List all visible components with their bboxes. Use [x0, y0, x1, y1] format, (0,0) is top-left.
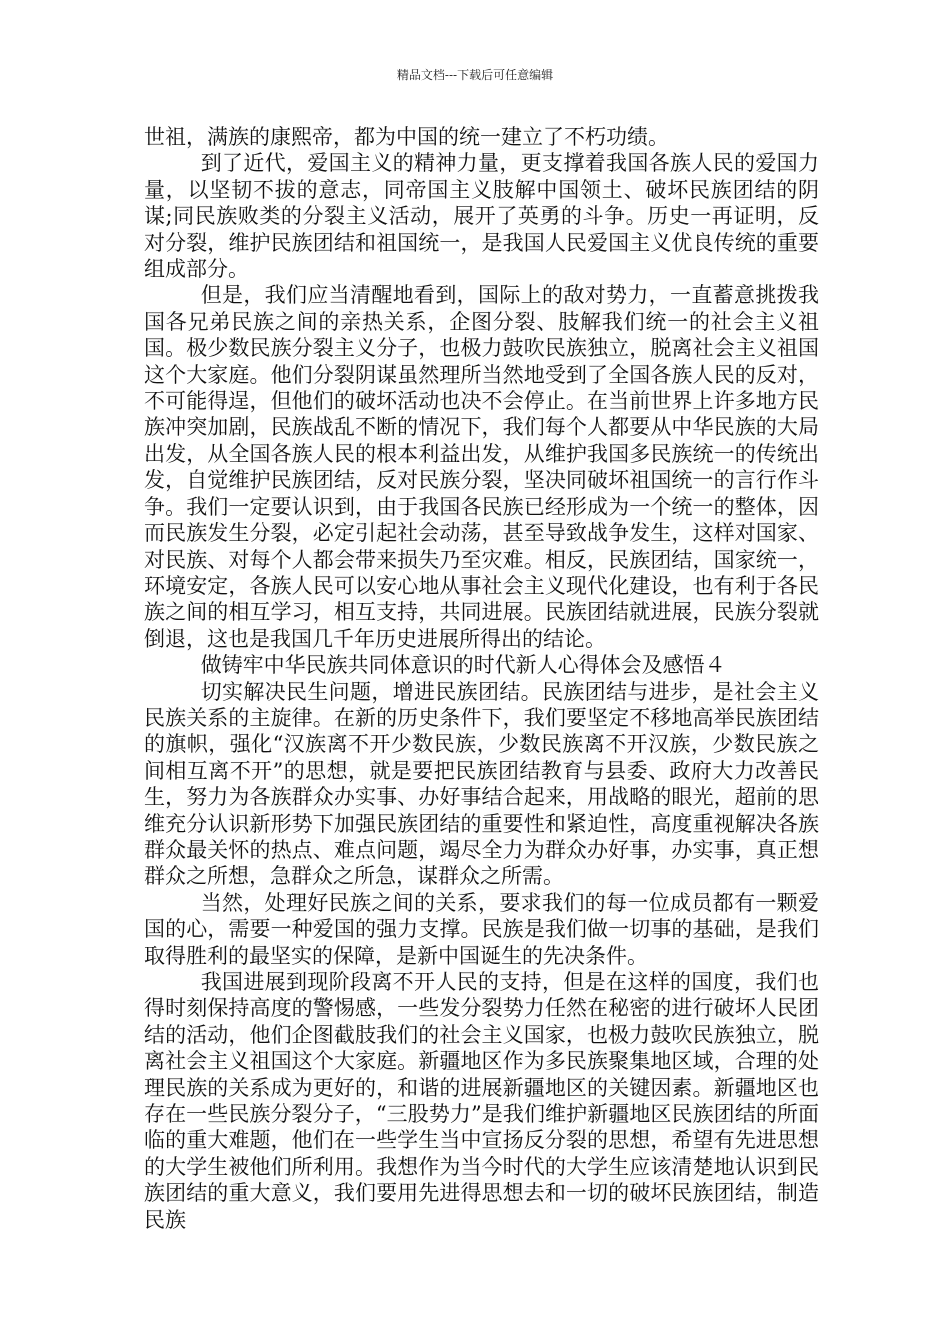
paragraph-livelihood: 切实解决民生问题，增进民族团结。民族团结与进步，是社会主义民族关系的主旋律。在新的历史条件下，我们要坚定不移地高举民族团结的旗帜，强化“汉族离不开少数民族，少数民族离不开汉族，少数民族之间相互离不开”的思想，就是要把民族团结教育与县委、政府大力改善民生，努力为各族群众办实事、办好事结合起来，用战略的眼光，超前的思维充分认识新形势下加强民族团结的重要性和紧迫性，高度重视解决各族群众最关怀的热点、难点问题，竭尽全力为群众办好事，办实事，真正想群众之所想，急群众之所急，谋群众之所需。 — [144, 679, 819, 889]
page-header: 精品文档---下载后可任意编辑 — [396, 68, 554, 82]
paragraph-xinjiang: 我国进展到现阶段离不开人民的支持，但是在这样的国度，我们也得时刻保持高度的警惕感，一些发分裂势力任然在秘密的进行破坏人民团结的活动，他们企图截肢我们的社会主义国家，也极力鼓吹民族独立，脱离社会主义祖国这个大家庭。新疆地区作为多民族聚集地区域，合理的处理民族的关系成为更好的，和谐的进展新疆地区的关键因素。新疆地区也存在一些民族分裂分子，“三股势力”是我们维护新疆地区民族团结的所面临的重大难题，他们在一些学生当中宣扬反分裂的思想，希望有先进思想的大学生被他们所利用。我想作为当今时代的大学生应该清楚地认识到民族团结的重大意义，我们要用先进得思想去和一切的破坏民族团结，制造民族 — [144, 970, 819, 1232]
paragraph-continuation: 世祖，满族的康熙帝，都为中国的统一建立了不朽功绩。 — [144, 125, 669, 149]
paragraph-patriotism: 到了近代，爱国主义的精神力量，更支撑着我国各族人民的爱国力量，以坚韧不拔的意志，同帝国主义肢解中国领土、破坏民族团结的阴谋;同民族败类的分裂主义活动，展开了英勇的斗争。历史一再证明，反对分裂，维护民族团结和祖国统一，是我国人民爱国主义优良传统的重要组成部分。 — [144, 151, 819, 282]
paragraph-national-relations: 当然，处理好民族之间的关系，要求我们的每一位成员都有一颗爱国的心，需要一种爱国的强力支撑。民族是我们做一切事的基础，是我们取得胜利的最坚实的保障，是新中国诞生的先决条件。 — [144, 890, 819, 968]
document-body — [144, 124, 819, 1233]
section-heading: 做铸牢中华民族共同体意识的时代新人心得体会及感悟４ — [200, 653, 726, 678]
paragraph-hostile-forces: 但是，我们应当清醒地看到，国际上的敌对势力，一直蓄意挑拨我国各兄弟民族之间的亲热关系，企图分裂、肢解我们统一的社会主义祖国。极少数民族分裂主义分子，也极力鼓吹民族独立，脱离社会主义祖国这个大家庭。他们分裂阴谋虽然理所当然地受到了全国各族人民的反对，不可能得逞，但他们的破坏活动也决不会停止。在当前世界上许多地方民族冲突加剧，民族战乱不断的情况下，我们每个人都要从中华民族的大局出发，从全国各族人民的根本利益出发，从维护我国多民族统一的传统出发，自觉维护民族团结，反对民族分裂，坚决同破坏祖国统一的言行作斗争。我们一定要认识到，由于我国各民族已经形成为一个统一的整体，因而民族发生分裂，必定引起社会动荡，甚至导致战争发生，这样对国家、对民族、对每个人都会带来损失乃至灾难。相反，民族团结，国家统一，环境安定，各族人民可以安心地从事社会主义现代化建设，也有利于各民族之间的相互学习，相互支持，共同进展。民族团结就进展，民族分裂就倒退，这也是我国几千年历史进展所得出的结论。 — [144, 283, 819, 651]
